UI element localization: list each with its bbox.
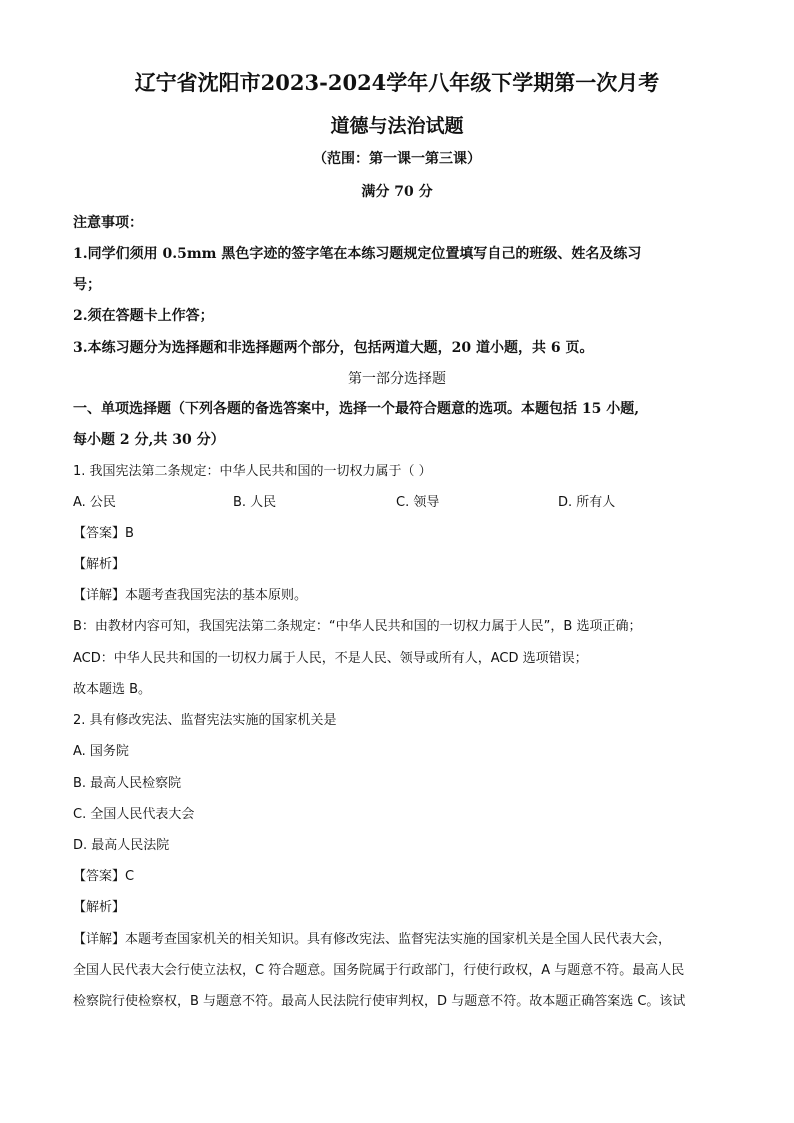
question-1-explanation-acd: ACD：中华人民共和国的一切权力属于人民，不是人民、领导或所有人，ACD 选项错误； [73,651,588,666]
question-2-option-b: B. 最高人民检察院 [73,776,182,791]
part-heading: 第一部分选择题 [348,371,446,387]
question-2-option-d: D. 最高人民法院 [73,838,170,853]
page-title: 辽宁省沈阳市2023-2024学年八年级下学期第一次月考 [134,70,660,95]
question-1-detail: 【详解】本题考查我国宪法的基本原则。 [73,588,308,603]
question-1-option-d: D. 所有人 [558,495,616,510]
section-heading: 一、单项选择题（下列各题的备选答案中，选择一个最符合题意的选项。本题包括 15 小题, [73,401,640,417]
full-score: 满分 70 分 [361,184,433,200]
scope-note: （范围：第一课一第三课） [313,151,481,167]
question-1-explanation-b: B：由教材内容可知，我国宪法第二条规定：“中华人民共和国的一切权力属于人民”，B 选项正确； [73,619,642,634]
question-1-option-b: B. 人民 [233,495,277,510]
question-2-detail-continued-1: 全国人民代表大会行使立法权，C 符合题意。国务院属于行政部门，行使行政权，A 与题意不符。最高人民 [73,963,685,978]
question-2-option-c: C. 全国人民代表大会 [73,807,195,822]
question-1-stem: 1. 我国宪法第二条规定：中华人民共和国的一切权力属于（ ） [73,464,432,479]
question-2-answer: 【答案】C [73,869,135,884]
note-item-2: 2.须在答题卡上作答； [73,308,214,324]
question-2-option-a: A. 国务院 [73,744,129,759]
question-2-detail-continued-2: 检察院行使检察权，B 与题意不符。最高人民法院行使审判权，D 与题意不符。故本题正确答案选 C。该试 [73,994,686,1009]
note-item-1-continued: 号； [73,277,101,293]
notes-heading: 注意事项： [73,215,143,231]
question-2-stem: 2. 具有修改宪法、监督宪法实施的国家机关是 [73,713,337,728]
question-2-detail: 【详解】本题考查国家机关的相关知识。具有修改宪法、监督宪法实施的国家机关是全国人民代表大会， [73,932,672,947]
page-subtitle: 道德与法治试题 [330,115,464,137]
question-1-answer: 【答案】B [73,526,134,541]
question-1-analysis-label: 【解析】 [73,557,126,572]
note-item-3: 3.本练习题分为选择题和非选择题两个部分，包括两道大题，20 道小题，共 6 页。 [73,340,594,356]
note-item-1: 1.同学们须用 0.5mm 黑色字迹的签字笔在本练习题规定位置填写自己的班级、姓名及练习 [73,246,642,262]
section-heading-continued: 每小题 2 分,共 30 分） [73,432,225,448]
question-1-conclusion: 故本题选 B。 [73,682,152,697]
question-2-analysis-label: 【解析】 [73,900,126,915]
question-1-option-a: A. 公民 [73,495,116,510]
question-1-option-c: C. 领导 [396,495,440,510]
